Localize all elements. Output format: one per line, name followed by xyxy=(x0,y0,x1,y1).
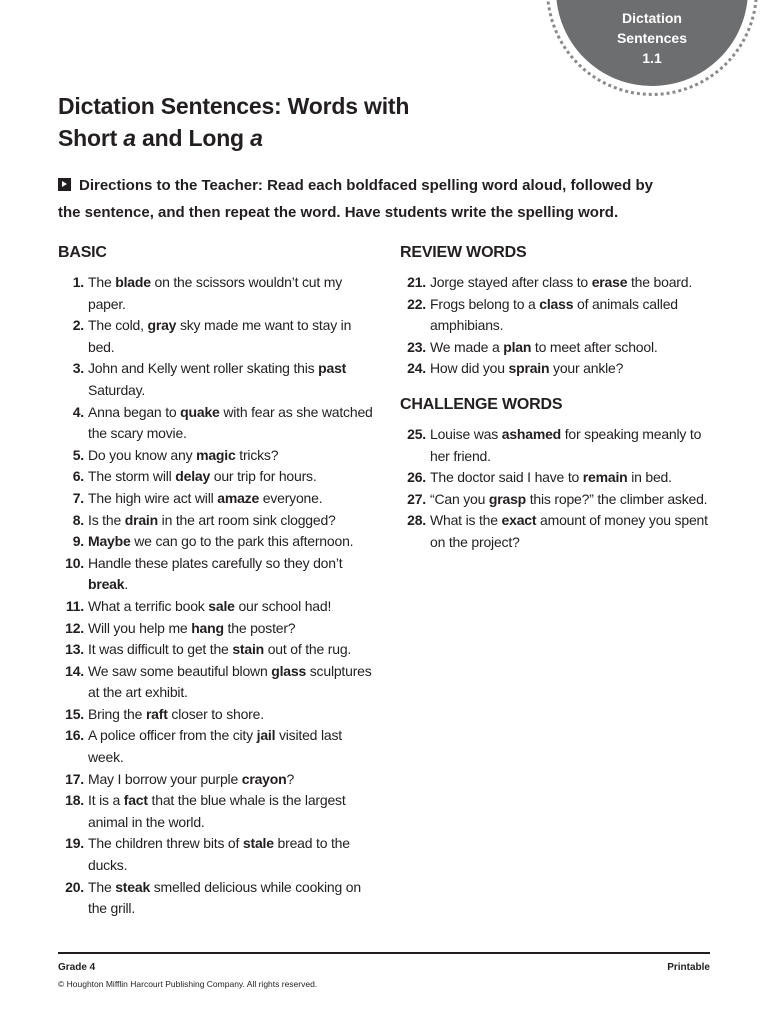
item-sentence xyxy=(430,489,720,511)
sentence-before: “Can you xyxy=(430,490,489,507)
sentence-after: Saturday. xyxy=(88,381,146,398)
dictation-item xyxy=(58,402,378,445)
review-challenge-section xyxy=(400,240,720,554)
spelling-word: exact xyxy=(501,512,537,529)
item-number: 20. xyxy=(65,878,84,895)
sentence-after: the poster? xyxy=(223,619,296,636)
spelling-word: steak xyxy=(115,878,151,895)
item-sentence xyxy=(430,510,720,553)
spelling-word: jail xyxy=(256,727,276,744)
sentence-before: We saw some beautiful blown xyxy=(88,662,272,679)
item-sentence xyxy=(430,358,720,380)
dictation-item xyxy=(58,596,378,618)
item-number: 26. xyxy=(407,469,426,486)
dictation-item xyxy=(400,272,720,294)
sentence-after: visited last week. xyxy=(88,727,342,766)
sentence-after: of animals called amphibians. xyxy=(430,295,678,334)
sentence-after: bread to the ducks. xyxy=(88,835,350,874)
item-number: 21. xyxy=(407,274,426,290)
item-number: 3. xyxy=(72,360,84,377)
sentence-after: sky made me want to stay in bed. xyxy=(88,317,352,355)
sentence-before: It was difficult to get the xyxy=(88,641,233,658)
sentence-after: ? xyxy=(286,770,295,787)
lesson-badge xyxy=(556,0,748,86)
dictation-item xyxy=(58,833,378,876)
item-number: 24. xyxy=(407,360,426,377)
spelling-word: plan xyxy=(503,338,532,355)
item-number: 25. xyxy=(407,425,426,442)
spelling-word: past xyxy=(318,360,347,377)
challenge-heading: CHALLENGE WORDS xyxy=(400,395,563,413)
sentence-after: the board. xyxy=(627,274,693,290)
spelling-word: magic xyxy=(196,446,236,463)
footer-grade: Grade 4 xyxy=(58,962,96,973)
item-sentence xyxy=(430,294,720,337)
item-sentence xyxy=(88,531,378,553)
dictation-item xyxy=(58,531,378,553)
sentence-before: We made a xyxy=(430,338,504,355)
sentence-before: What is the xyxy=(430,512,502,529)
dictation-item xyxy=(58,725,378,768)
item-number: 15. xyxy=(65,705,84,722)
dictation-item xyxy=(58,877,378,920)
sentence-before: The xyxy=(88,274,116,290)
sentence-after: amount of money you spent on the project? xyxy=(430,512,708,550)
dictation-item xyxy=(58,790,378,833)
item-number: 22. xyxy=(407,295,426,312)
spelling-word: break xyxy=(88,576,125,593)
item-number: 4. xyxy=(72,403,84,420)
item-sentence xyxy=(88,639,378,661)
item-number: 14. xyxy=(65,662,84,679)
item-number: 8. xyxy=(72,511,84,528)
badge-line-1: Dictation xyxy=(622,10,682,26)
spelling-word: grasp xyxy=(488,490,527,507)
spelling-word: raft xyxy=(145,705,168,722)
sentence-after: in bed. xyxy=(627,469,672,486)
sentence-before: Handle these plates carefully so they don’t xyxy=(88,554,343,571)
review-list xyxy=(400,272,720,380)
item-sentence xyxy=(88,877,378,920)
title-line-2-part-1: Short xyxy=(58,125,124,151)
item-sentence xyxy=(88,358,378,401)
sentence-before: Louise was xyxy=(430,425,502,442)
item-number: 5. xyxy=(72,446,84,463)
item-sentence xyxy=(88,466,378,488)
sentence-before: May I borrow your purple xyxy=(88,770,242,787)
item-sentence xyxy=(88,790,378,833)
sentence-after: our trip for hours. xyxy=(210,468,317,485)
badge-line-2: Sentences xyxy=(616,30,688,46)
item-number: 19. xyxy=(65,835,84,852)
directions-text: Directions to the Teacher: Read each boldfaced spelling word aloud, followed by the sentence, and then repeat the word. Have students write the spelling word. xyxy=(58,177,653,221)
dictation-item xyxy=(58,445,378,467)
sentence-after: to meet after school. xyxy=(531,338,658,355)
item-sentence xyxy=(88,769,378,791)
sentence-after: tricks? xyxy=(235,446,279,463)
spelling-word: gray xyxy=(147,317,177,334)
sentence-before: Do you know any xyxy=(88,446,197,463)
title-line-2-italic-a-2: a xyxy=(250,125,263,151)
basic-section xyxy=(58,240,378,920)
badge-line-3: 1.1 xyxy=(642,50,662,66)
page-title xyxy=(58,90,518,154)
sentence-after: everyone. xyxy=(259,489,323,506)
item-sentence xyxy=(430,272,720,294)
sentence-after: for speaking meanly to her friend. xyxy=(430,425,702,464)
spelling-word: sprain xyxy=(508,360,550,377)
dictation-item xyxy=(58,272,378,315)
dictation-item xyxy=(58,639,378,661)
spelling-word: glass xyxy=(271,662,307,679)
item-sentence xyxy=(88,833,378,876)
spelling-word: drain xyxy=(124,511,158,528)
sentence-before: The cold, xyxy=(88,317,148,334)
footer-divider xyxy=(58,952,710,954)
sentence-before: How did you xyxy=(430,360,509,377)
dictation-item xyxy=(400,294,720,337)
sentence-after: . xyxy=(124,576,129,593)
challenge-list xyxy=(400,424,720,554)
item-number: 27. xyxy=(407,490,426,507)
sentence-after: that the blue whale is the largest animal in the world. xyxy=(88,792,346,830)
item-number: 18. xyxy=(65,792,84,809)
item-sentence xyxy=(88,315,378,358)
sentence-before: Bring the xyxy=(88,705,146,722)
item-number: 12. xyxy=(65,619,84,636)
dictation-item xyxy=(58,553,378,596)
dictation-item xyxy=(400,467,720,489)
sentence-after: our school had! xyxy=(234,597,332,614)
sentence-before: The doctor said I have to xyxy=(430,469,583,486)
item-sentence xyxy=(88,618,378,640)
item-number: 6. xyxy=(72,468,84,485)
basic-list xyxy=(58,272,378,920)
sentence-after: your ankle? xyxy=(549,360,624,377)
dictation-item xyxy=(58,769,378,791)
dictation-item xyxy=(58,661,378,704)
sentence-before: A police officer from the city xyxy=(88,727,257,744)
sentence-after: this rope?” the climber asked. xyxy=(526,490,708,507)
basic-heading: BASIC xyxy=(58,244,107,261)
sentence-after: on the scissors wouldn’t cut my paper. xyxy=(88,274,343,312)
dictation-item xyxy=(400,489,720,511)
title-line-2-part-2: and Long xyxy=(135,125,251,151)
footer-printable: Printable xyxy=(667,962,710,973)
dictation-item xyxy=(58,618,378,640)
dictation-item xyxy=(400,337,720,359)
spelling-word: hang xyxy=(191,619,224,636)
spelling-word: ashamed xyxy=(501,425,562,442)
item-sentence xyxy=(88,725,378,768)
sentence-before: Will you help me xyxy=(88,619,192,636)
spelling-word: fact xyxy=(123,792,148,809)
dictation-item xyxy=(58,510,378,532)
spelling-word: blade xyxy=(115,274,151,290)
spelling-word: crayon xyxy=(241,770,287,787)
item-sentence xyxy=(430,467,720,489)
sentence-before: What a terrific book xyxy=(88,597,209,614)
spelling-word: delay xyxy=(175,468,211,485)
item-sentence xyxy=(88,704,378,726)
sentence-before: The children threw bits of xyxy=(88,835,243,852)
dictation-item xyxy=(58,315,378,358)
sentence-before: The xyxy=(88,878,116,895)
spelling-word: remain xyxy=(582,469,628,486)
item-sentence xyxy=(88,510,378,532)
item-sentence xyxy=(88,596,378,618)
item-number: 16. xyxy=(65,727,84,744)
sentence-before: It is a xyxy=(88,792,124,809)
item-sentence xyxy=(430,424,720,467)
sentence-after: closer to shore. xyxy=(167,705,264,722)
sentence-after: sculptures at the art exhibit. xyxy=(88,662,372,701)
title-line-1: Dictation Sentences: Words with xyxy=(58,93,410,119)
item-number: 17. xyxy=(65,770,84,787)
spelling-word: amaze xyxy=(217,489,260,506)
dictation-item xyxy=(400,424,720,467)
item-number: 11. xyxy=(65,597,84,614)
item-sentence xyxy=(88,445,378,467)
spelling-word: Maybe xyxy=(88,533,131,550)
title-line-2-italic-a-1: a xyxy=(123,125,136,151)
sentence-after: smelled delicious while cooking on the grill. xyxy=(88,878,361,917)
sentence-before: John and Kelly went roller skating this xyxy=(88,360,319,377)
dictation-item xyxy=(58,704,378,726)
teacher-directions xyxy=(58,172,658,226)
spelling-word: stale xyxy=(242,835,274,852)
item-sentence xyxy=(88,402,378,445)
item-number: 13. xyxy=(65,641,84,658)
review-heading: REVIEW WORDS xyxy=(400,244,527,261)
sentence-before: Jorge stayed after class to xyxy=(430,274,592,290)
spelling-word: erase xyxy=(591,274,628,290)
dictation-item xyxy=(58,466,378,488)
footer-copyright: © Houghton Mifflin Harcourt Publishing Company. All rights reserved. xyxy=(58,979,318,989)
sentence-before: Frogs belong to a xyxy=(430,295,540,312)
sentence-before: Anna began to xyxy=(88,403,181,420)
sentence-after: in the art room sink clogged? xyxy=(157,511,336,528)
item-number: 2. xyxy=(72,317,84,334)
item-number: 9. xyxy=(72,533,84,550)
item-number: 1. xyxy=(72,274,84,290)
item-sentence xyxy=(88,661,378,704)
item-number: 23. xyxy=(407,338,426,355)
dictation-item xyxy=(400,510,720,553)
sentence-after: out of the rug. xyxy=(264,641,352,658)
item-sentence xyxy=(430,337,720,359)
sentence-before: The storm will xyxy=(88,468,176,485)
spelling-word: sale xyxy=(208,597,235,614)
spelling-word: class xyxy=(539,295,574,312)
sentence-after: with fear as she watched the scary movie. xyxy=(88,403,373,442)
spelling-word: quake xyxy=(180,403,220,420)
dictation-item xyxy=(58,488,378,510)
dictation-item xyxy=(400,358,720,380)
item-number: 28. xyxy=(407,512,426,529)
sentence-after: we can go to the park this afternoon. xyxy=(130,533,354,550)
item-sentence xyxy=(88,272,378,315)
sentence-before: Is the xyxy=(88,511,125,528)
item-number: 7. xyxy=(72,489,84,506)
item-sentence xyxy=(88,553,378,596)
item-number: 10. xyxy=(65,554,84,571)
triangle-bullet-icon xyxy=(58,178,71,191)
dictation-item xyxy=(58,358,378,401)
sentence-before: The high wire act will xyxy=(88,489,218,506)
spelling-word: stain xyxy=(232,641,265,658)
item-sentence xyxy=(88,488,378,510)
